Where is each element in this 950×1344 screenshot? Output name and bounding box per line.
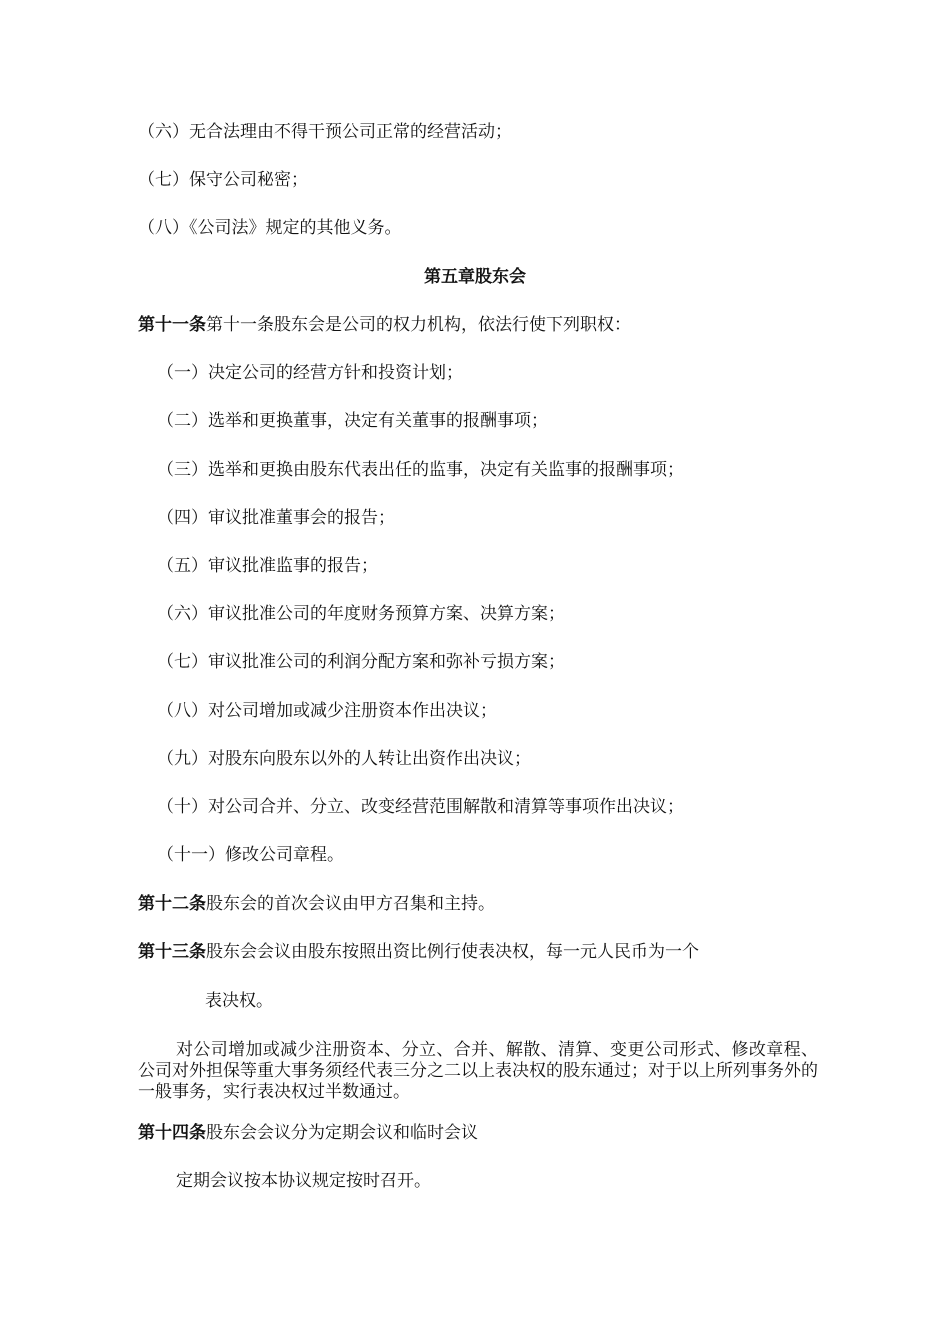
article-12-label: 第十二条 bbox=[138, 894, 206, 914]
article-11-label: 第十一条 bbox=[138, 315, 206, 335]
article-14 bbox=[138, 1122, 478, 1144]
art11-item-6: （六）审议批准公司的年度财务预算方案、决算方案； bbox=[157, 604, 565, 624]
art11-item-4: （四）审议批准董事会的报告； bbox=[157, 508, 395, 528]
art11-item-7: （七）审议批准公司的利润分配方案和弥补亏损方案； bbox=[157, 652, 565, 672]
article-13-label: 第十三条 bbox=[138, 942, 206, 962]
article-11 bbox=[138, 314, 631, 336]
article-14-label: 第十四条 bbox=[138, 1123, 206, 1143]
art11-item-10: （十）对公司合并、分立、改变经营范围解散和清算等事项作出决议； bbox=[157, 797, 684, 817]
obligation-item-6: （六）无合法理由不得干预公司正常的经营活动； bbox=[138, 122, 512, 142]
art11-item-2: （二）选举和更换董事，决定有关董事的报酬事项； bbox=[157, 411, 548, 431]
article-14-text: 股东会会议分为定期会议和临时会议 bbox=[206, 1123, 478, 1143]
article-14-sub: 定期会议按本协议规定按时召开。 bbox=[176, 1171, 431, 1191]
article-12 bbox=[138, 893, 495, 915]
obligation-item-8: （八）《公司法》规定的其他义务。 bbox=[138, 218, 402, 238]
art11-item-5: （五）审议批准监事的报告； bbox=[157, 556, 378, 576]
art11-item-11: （十一）修改公司章程。 bbox=[157, 845, 344, 865]
art11-item-8: （八）对公司增加或减少注册资本作出决议； bbox=[157, 701, 497, 721]
article-13 bbox=[138, 941, 699, 963]
obligation-item-7: （七）保守公司秘密； bbox=[138, 170, 308, 190]
article-13-paragraph: 对公司增加或减少注册资本、分立、合并、解散、清算、变更公司形式、修改章程、公司对外担保等重大事务须经代表三分之二以上表决权的股东通过；对于以上所列事务外的一般事务，实行表决权过半数通过。 bbox=[138, 1040, 818, 1102]
article-13-text: 股东会会议由股东按照出资比例行使表决权，每一元人民币为一个 bbox=[206, 942, 699, 962]
article-13-continuation: 表决权。 bbox=[205, 991, 273, 1011]
art11-item-3: （三）选举和更换由股东代表出任的监事，决定有关监事的报酬事项； bbox=[157, 460, 684, 480]
article-11-text: 第十一条股东会是公司的权力机构，依法行使下列职权： bbox=[206, 315, 631, 335]
chapter-heading: 第五章股东会 bbox=[424, 267, 526, 287]
article-12-text: 股东会的首次会议由甲方召集和主持。 bbox=[206, 894, 495, 914]
art11-item-9: （九）对股东向股东以外的人转让出资作出决议； bbox=[157, 749, 531, 769]
art11-item-1: （一）决定公司的经营方针和投资计划； bbox=[157, 363, 463, 383]
